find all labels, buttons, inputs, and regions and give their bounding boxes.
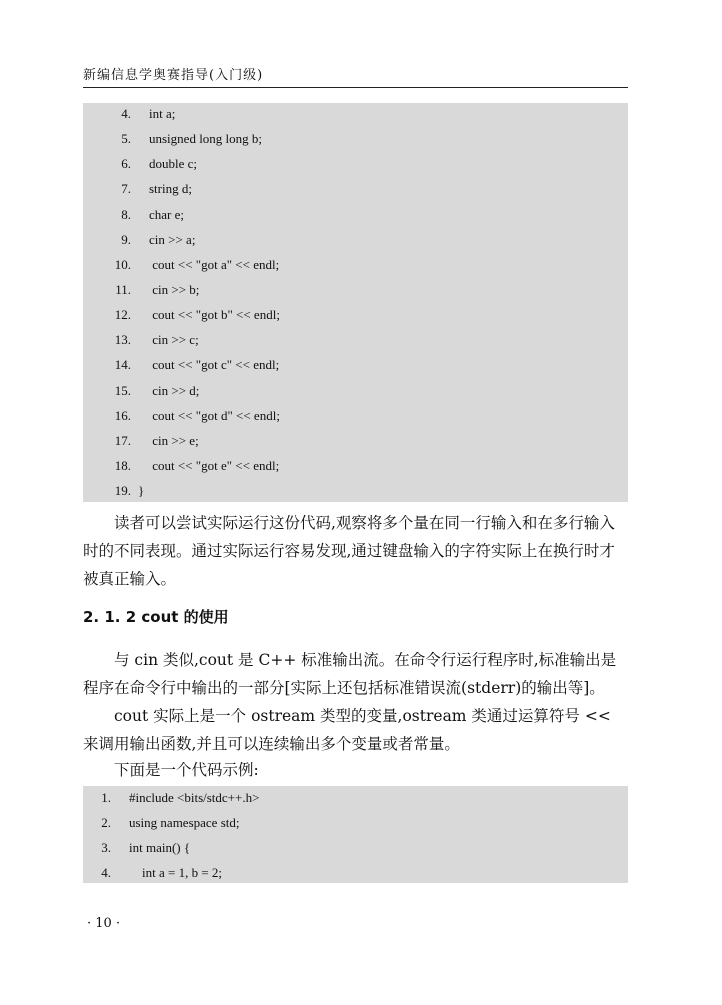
running-header: 新编信息学奥赛指导(入门级) [83,68,264,83]
code-block-1 [83,103,628,502]
line-number: 10. [114,257,131,272]
code-text: cin >> e; [149,433,199,448]
line-number: 4. [121,106,131,121]
line-number: 13. [114,332,131,347]
paragraph-3: cout 实际上是一个 ostream 类型的变量,ostream 类通过运算符号 << 来调用输出函数,并且可以连续输出多个变量或者常量。 [83,707,611,753]
code-text: cout << "got b" << endl; [149,307,280,322]
line-number: 12. [114,307,131,322]
line-number: 11. [115,282,131,297]
line-number: 2. [101,815,111,830]
code-text: string d; [149,181,192,196]
code-text: double c; [149,156,198,171]
code-text: cin >> a; [149,232,196,247]
code-text: int a; [149,106,176,121]
line-number: 6. [121,156,131,171]
code-text: int main() { [129,840,191,855]
code-text: cout << "got a" << endl; [149,257,280,272]
section-title: 2. 1. 2 cout 的使用 [83,608,229,626]
paragraph-4: 下面是一个代码示例: [114,761,259,779]
line-number: 19. [114,483,131,498]
line-number: 9. [121,232,131,247]
code-text: cout << "got c" << endl; [149,357,280,372]
line-number: 5. [121,131,131,146]
line-number: 15. [114,383,131,398]
line-number: 18. [114,458,131,473]
line-number: 7. [121,181,131,196]
code-text: unsigned long long b; [149,131,263,146]
page-number: · 10 · [87,916,121,931]
line-number: 8. [121,207,131,222]
code-block-2 [83,786,628,883]
line-number: 16. [114,408,131,423]
code-text: cin >> d; [149,383,200,398]
code-text: } [138,483,145,498]
code-text: int a = 1, b = 2; [129,865,223,880]
code-text: cout << "got d" << endl; [149,408,280,423]
code-text: cin >> b; [149,282,200,297]
code-text: using namespace std; [129,815,240,830]
line-number: 3. [101,840,111,855]
line-number: 17. [114,433,131,448]
line-number: 14. [114,357,131,372]
code-text: #include <bits/stdc++.h> [129,790,260,805]
code-text: char e; [149,207,185,222]
header-rule [83,87,628,88]
line-number: 1. [101,790,111,805]
code-text: cout << "got e" << endl; [149,458,280,473]
line-number: 4. [101,865,111,880]
paragraph-1: 读者可以尝试实际运行这份代码,观察将多个量在同一行输入和在多行输入时的不同表现。通过实际运行容易发现,通过键盘输入的字符实际上在换行时才被真正输入。 [83,514,615,588]
paragraph-2: 与 cin 类似,cout 是 C++ 标准输出流。在命令行运行程序时,标准输出是程序在命令行中输出的一部分[实际上还包括标准错误流(stderr)的输出等]。 [83,651,617,697]
code-text: cin >> c; [149,332,199,347]
